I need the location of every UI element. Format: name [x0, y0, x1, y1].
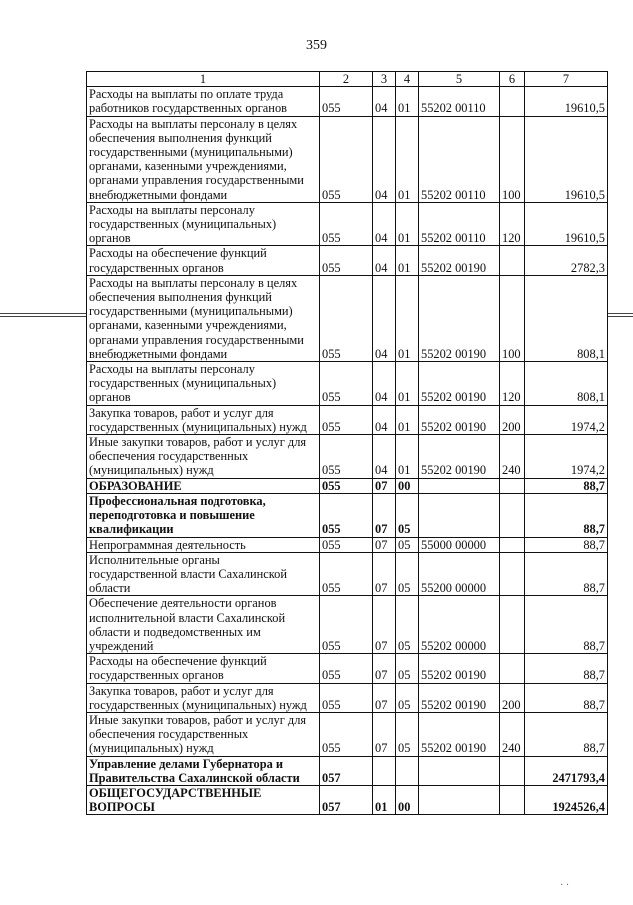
- table-row: [87, 202, 608, 246]
- row-description: Расходы на выплаты персоналу в целях обеспечения выполнения функций государственными (муниципальными) органами, казенными учреждениями, органами управления государственными внебюджетными фондами: [87, 116, 320, 202]
- amount: 88,7: [525, 654, 608, 683]
- amount: 808,1: [525, 275, 608, 361]
- target-article-code: 55202 00190: [419, 275, 500, 361]
- expense-type-code: [500, 552, 525, 596]
- amount: 2471793,4: [525, 756, 608, 785]
- table-row: [87, 654, 608, 683]
- row-description: Обеспечение деятельности органов исполнительной власти Сахалинской области и подведомственных им учреждений: [87, 596, 320, 654]
- subsection-code: 01: [396, 435, 419, 479]
- target-article-code: [419, 493, 500, 537]
- section-code: 07: [373, 683, 396, 712]
- amount: 19610,5: [525, 202, 608, 246]
- ministry-code: 055: [320, 478, 373, 493]
- section-code: 04: [373, 87, 396, 116]
- subsection-code: 01: [396, 116, 419, 202]
- ministry-code: 055: [320, 493, 373, 537]
- row-description: Закупка товаров, работ и услуг для государственных (муниципальных) нужд: [87, 683, 320, 712]
- table-row: [87, 362, 608, 406]
- expense-type-code: 200: [500, 405, 525, 434]
- table-row: [87, 493, 608, 537]
- column-header: 2: [320, 72, 373, 87]
- amount: 1974,2: [525, 435, 608, 479]
- column-header: 7: [525, 72, 608, 87]
- table-header-row: [87, 72, 608, 87]
- ministry-code: 055: [320, 405, 373, 434]
- column-header: 3: [373, 72, 396, 87]
- amount: 88,7: [525, 478, 608, 493]
- expense-type-code: [500, 493, 525, 537]
- amount: 88,7: [525, 537, 608, 552]
- section-code: 04: [373, 435, 396, 479]
- ministry-code: 055: [320, 683, 373, 712]
- table-row: [87, 405, 608, 434]
- ministry-code: 055: [320, 712, 373, 756]
- table-row: [87, 478, 608, 493]
- subsection-code: 05: [396, 712, 419, 756]
- section-code: 07: [373, 596, 396, 654]
- amount: 1974,2: [525, 405, 608, 434]
- column-header: 5: [419, 72, 500, 87]
- row-description: ОБЩЕГОСУДАРСТВЕННЫЕ ВОПРОСЫ: [87, 785, 320, 814]
- amount: 808,1: [525, 362, 608, 406]
- amount: 88,7: [525, 552, 608, 596]
- amount: 19610,5: [525, 116, 608, 202]
- ministry-code: 055: [320, 246, 373, 275]
- subsection-code: 01: [396, 275, 419, 361]
- ministry-code: 055: [320, 202, 373, 246]
- expense-type-code: [500, 785, 525, 814]
- target-article-code: [419, 478, 500, 493]
- amount: 2782,3: [525, 246, 608, 275]
- section-code: 07: [373, 478, 396, 493]
- scan-artifact-line: [0, 313, 86, 314]
- expense-type-code: 200: [500, 683, 525, 712]
- subsection-code: 00: [396, 478, 419, 493]
- ministry-code: 057: [320, 756, 373, 785]
- target-article-code: 55202 00000: [419, 596, 500, 654]
- section-code: 07: [373, 552, 396, 596]
- target-article-code: 55202 00190: [419, 246, 500, 275]
- amount: 88,7: [525, 596, 608, 654]
- expense-type-code: [500, 537, 525, 552]
- target-article-code: [419, 785, 500, 814]
- section-code: 01: [373, 785, 396, 814]
- section-code: 07: [373, 654, 396, 683]
- amount: 88,7: [525, 493, 608, 537]
- scan-artifact-line: [607, 313, 633, 314]
- target-article-code: 55202 00110: [419, 87, 500, 116]
- table-row: [87, 785, 608, 814]
- subsection-code: 05: [396, 493, 419, 537]
- ministry-code: 055: [320, 654, 373, 683]
- row-description: Расходы на выплаты персоналу в целях обеспечения выполнения функций государственными (муниципальными) органами, казенными учреждениями, органами управления государственными внебюджетными фондами: [87, 275, 320, 361]
- ministry-code: 055: [320, 552, 373, 596]
- row-description: Профессиональная подготовка, переподготовка и повышение квалификации: [87, 493, 320, 537]
- table-row: [87, 552, 608, 596]
- row-description: Закупка товаров, работ и услуг для государственных (муниципальных) нужд: [87, 405, 320, 434]
- section-code: 07: [373, 537, 396, 552]
- section-code: 07: [373, 493, 396, 537]
- target-article-code: 55202 00190: [419, 654, 500, 683]
- row-description: Расходы на выплаты по оплате труда работников государственных органов: [87, 87, 320, 116]
- expense-type-code: 100: [500, 275, 525, 361]
- ministry-code: 055: [320, 537, 373, 552]
- scan-artifact-dots: · ·: [560, 880, 570, 891]
- column-header: 1: [87, 72, 320, 87]
- table-row: [87, 596, 608, 654]
- section-code: 04: [373, 275, 396, 361]
- target-article-code: 55202 00190: [419, 683, 500, 712]
- subsection-code: 01: [396, 202, 419, 246]
- expense-type-code: 240: [500, 712, 525, 756]
- table-row: [87, 435, 608, 479]
- ministry-code: 055: [320, 275, 373, 361]
- ministry-code: 055: [320, 362, 373, 406]
- section-code: 04: [373, 362, 396, 406]
- page-number: 359: [306, 38, 327, 53]
- expense-type-code: 120: [500, 362, 525, 406]
- target-article-code: 55000 00000: [419, 537, 500, 552]
- row-description: Непрограммная деятельность: [87, 537, 320, 552]
- row-description: Расходы на выплаты персоналу государственных (муниципальных) органов: [87, 362, 320, 406]
- table-row: [87, 87, 608, 116]
- table-row: [87, 116, 608, 202]
- expense-type-code: [500, 478, 525, 493]
- scan-artifact-line: [607, 316, 633, 317]
- table-row: [87, 683, 608, 712]
- row-description: Иные закупки товаров, работ и услуг для обеспечения государственных (муниципальных) нужд: [87, 712, 320, 756]
- row-description: Расходы на обеспечение функций государственных органов: [87, 246, 320, 275]
- subsection-code: 05: [396, 683, 419, 712]
- section-code: 07: [373, 712, 396, 756]
- amount: 88,7: [525, 683, 608, 712]
- subsection-code: 01: [396, 405, 419, 434]
- table-row: [87, 246, 608, 275]
- target-article-code: 55200 00000: [419, 552, 500, 596]
- row-description: Расходы на обеспечение функций государственных органов: [87, 654, 320, 683]
- target-article-code: 55202 00110: [419, 116, 500, 202]
- expense-type-code: 120: [500, 202, 525, 246]
- target-article-code: [419, 756, 500, 785]
- row-description: ОБРАЗОВАНИЕ: [87, 478, 320, 493]
- scan-artifact-line: [0, 316, 86, 317]
- ministry-code: 055: [320, 596, 373, 654]
- section-code: 04: [373, 116, 396, 202]
- column-header: 4: [396, 72, 419, 87]
- subsection-code: [396, 756, 419, 785]
- table-row: [87, 275, 608, 361]
- section-code: [373, 756, 396, 785]
- target-article-code: 55202 00190: [419, 712, 500, 756]
- table-row: [87, 537, 608, 552]
- subsection-code: 05: [396, 537, 419, 552]
- ministry-code: 057: [320, 785, 373, 814]
- target-article-code: 55202 00190: [419, 362, 500, 406]
- amount: 19610,5: [525, 87, 608, 116]
- subsection-code: 05: [396, 552, 419, 596]
- row-description: Управление делами Губернатора и Правительства Сахалинской области: [87, 756, 320, 785]
- target-article-code: 55202 00110: [419, 202, 500, 246]
- subsection-code: 01: [396, 362, 419, 406]
- row-description: Расходы на выплаты персоналу государственных (муниципальных) органов: [87, 202, 320, 246]
- ministry-code: 055: [320, 87, 373, 116]
- expense-type-code: [500, 87, 525, 116]
- expense-type-code: [500, 246, 525, 275]
- ministry-code: 055: [320, 116, 373, 202]
- amount: 1924526,4: [525, 785, 608, 814]
- section-code: 04: [373, 202, 396, 246]
- expense-type-code: 240: [500, 435, 525, 479]
- row-description: Исполнительные органы государственной власти Сахалинской области: [87, 552, 320, 596]
- expense-type-code: [500, 756, 525, 785]
- target-article-code: 55202 00190: [419, 435, 500, 479]
- target-article-code: 55202 00190: [419, 405, 500, 434]
- subsection-code: 01: [396, 246, 419, 275]
- expense-type-code: [500, 596, 525, 654]
- subsection-code: 05: [396, 654, 419, 683]
- subsection-code: 05: [396, 596, 419, 654]
- row-description: Иные закупки товаров, работ и услуг для обеспечения государственных (муниципальных) нужд: [87, 435, 320, 479]
- expense-type-code: [500, 654, 525, 683]
- table-row: [87, 756, 608, 785]
- amount: 88,7: [525, 712, 608, 756]
- ministry-code: 055: [320, 435, 373, 479]
- budget-table: [86, 71, 608, 815]
- subsection-code: 00: [396, 785, 419, 814]
- table-row: [87, 712, 608, 756]
- expense-type-code: 100: [500, 116, 525, 202]
- subsection-code: 01: [396, 87, 419, 116]
- column-header: 6: [500, 72, 525, 87]
- section-code: 04: [373, 405, 396, 434]
- section-code: 04: [373, 246, 396, 275]
